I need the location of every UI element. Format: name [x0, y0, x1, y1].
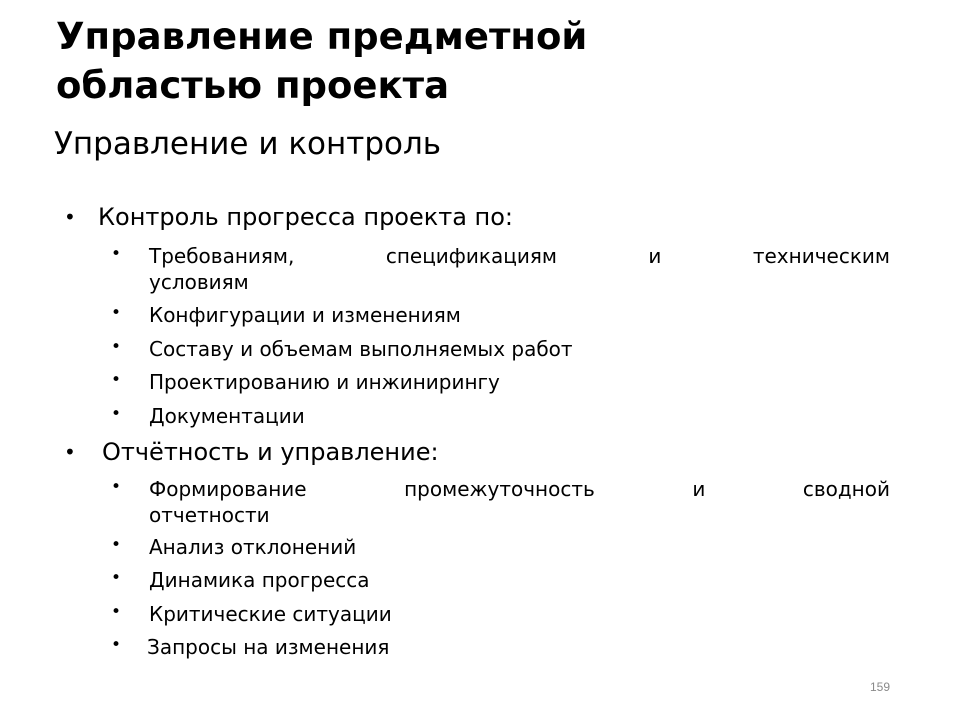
list-item-text-line-1: Формирование промежуточность и сводной: [149, 477, 890, 501]
page-number: 159: [869, 680, 890, 694]
list-item-text-line-1: Требованиям, спецификациям и техническим: [149, 244, 890, 268]
bullet-icon: •: [111, 535, 122, 555]
section-heading-text: Отчётность и управление:: [102, 438, 439, 466]
bullet-icon: •: [111, 404, 122, 424]
bullet-icon: •: [64, 205, 76, 229]
slide-title: [56, 12, 916, 110]
list-item-text: [149, 476, 890, 528]
bullet-icon: •: [111, 477, 122, 497]
bullet-icon: •: [111, 602, 122, 622]
bullet-icon: •: [111, 568, 122, 588]
bullet-icon: •: [111, 635, 122, 655]
bullet-icon: •: [111, 303, 122, 323]
list-item-text: [149, 243, 890, 295]
list-item-text-line-2: отчетности: [149, 503, 270, 527]
list-item-text: Анализ отклонений: [149, 535, 357, 559]
slide-subtitle: Управление и контроль: [54, 126, 442, 162]
slide-title-line-2: областью проекта: [56, 64, 450, 107]
list-item-text: Запросы на изменения: [147, 635, 390, 659]
list-item-text: Конфигурации и изменениям: [149, 303, 461, 327]
list-item-text: Динамика прогресса: [149, 568, 370, 592]
list-item-text: Проектированию и инжинирингу: [149, 370, 500, 394]
list-item-text: Документации: [149, 404, 305, 428]
section-heading-text: Контроль прогресса проекта по:: [98, 203, 514, 231]
bullet-icon: •: [111, 370, 122, 390]
bullet-icon: •: [64, 440, 76, 464]
list-item-text: Критические ситуации: [149, 602, 392, 626]
bullet-icon: •: [111, 337, 122, 357]
bullet-icon: •: [111, 244, 122, 264]
list-item-text: Составу и объемам выполняемых работ: [149, 337, 573, 361]
slide-title-line-1: Управление предметной: [56, 15, 588, 58]
list-item-text-line-2: условиям: [149, 270, 249, 294]
